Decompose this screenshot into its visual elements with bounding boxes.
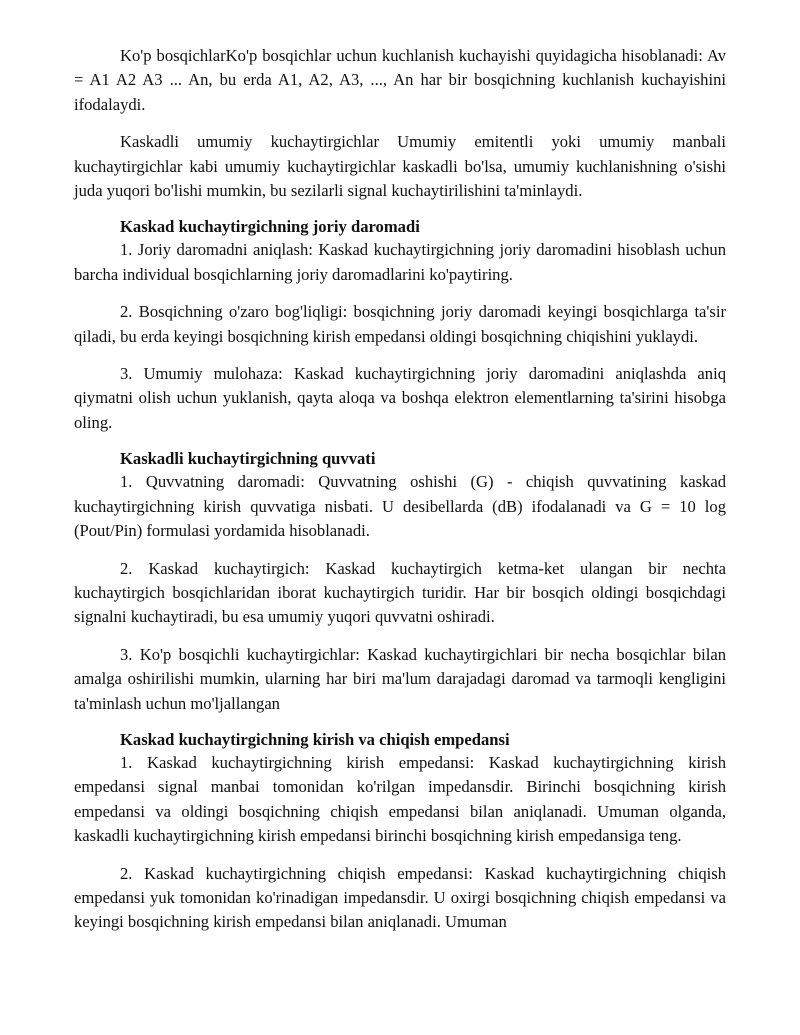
intro-paragraph-cascaded-amplifiers: Kaskadli umumiy kuchaytirgichlar Umumiy emitentli yoki umumiy manbali kuchaytirgichlar kabi umumiy kuchaytirgichlar kaskadli bo'lsa, umumiy kuchlanishning o'sishi juda yuqori bo'lishi mumkin, bu sezilarli signal kuchaytirilishini ta'minlaydi. <box>74 132 726 201</box>
document-page <box>74 44 726 948</box>
section-paragraph: 2. Kaskad kuchaytirgichning chiqish empedansi: Kaskad kuchaytirgichning chiqish empedansi yuk tomonidan ko'rinadigan impedansdir. U oxirgi bosqichning chiqish empedansi va keyingi bosqichning kirish empedansi bilan aniqlanadi. Umuman <box>74 863 726 932</box>
section-paragraph: 2. Bosqichning o'zaro bog'liqligi: bosqichning joriy daromadi keyingi bosqichlarga ta'sir qiladi, bu erda keyingi bosqichning kirish empedansi oldingi bosqichning chiqishini yuklaydi. <box>74 302 726 346</box>
section-heading: Kaskad kuchaytirgichning kirish va chiqish empedansi <box>120 729 510 749</box>
section-paragraph: 1. Kaskad kuchaytirgichning kirish empedansi: Kaskad kuchaytirgichning kirish empedansi signal manbai tomonidan ko'rilgan impedansdir. Birinchi bosqichning kirish empedansi va oldingi bosqichning chiqish empedansi bilan aniqlanadi. Umuman olganda, kaskadli kuchaytirgichning kirish empedansi birinchi bosqichning kirish empedansiga teng. <box>74 752 726 846</box>
section-impedance <box>74 729 726 935</box>
section-paragraph: 1. Quvvatning daromadi: Quvvatning oshishi (G) - chiqish quvvatining kaskad kuchaytirgichning kirish quvvatiga nisbati. U desibellarda (dB) ifodalanadi va G = 10 log (Pout/Pin) formulasi yordamida hisoblanadi. <box>74 472 726 541</box>
section-heading: Kaskadli kuchaytirgichning quvvati <box>120 449 376 469</box>
intro-paragraph-multistage-gain: Ko'p bosqichlarKo'p bosqichlar uchun kuchlanish kuchayishi quyidagicha hisoblanadi: Av = A1 A2 A3 ... An, bu erda A1, A2, A3, ..., An har bir bosqichning kuchlanish kuchayishini ifodalaydi. <box>74 46 726 114</box>
section-paragraph: 1. Joriy daromadni aniqlash: Kaskad kuchaytirgichning joriy daromadini hisoblash uchun barcha individual bosqichlarning joriy daromadlarini ko'paytiring. <box>74 240 726 284</box>
section-heading: Kaskad kuchaytirgichning joriy daromadi <box>120 217 420 237</box>
section-paragraph: 2. Kaskad kuchaytirgich: Kaskad kuchaytirgich ketma-ket ulangan bir nechta kuchaytirgich bosqichlaridan iborat kuchaytirgich turidir. Har bir bosqich oldingi bosqichdagi signalni kuchaytiradi, bu esa umumiy yuqori quvvatni oshiradi. <box>74 558 726 627</box>
section-power-gain <box>74 448 726 716</box>
section-current-gain <box>74 216 726 435</box>
section-paragraph: 3. Umumiy mulohaza: Kaskad kuchaytirgichning joriy daromadini aniqlashda aniq qiymatni olish uchun yuklanish, qayta aloqa va boshqa elektron elementlarning ta'sirini hisobga oling. <box>74 364 726 432</box>
section-paragraph: 3. Ko'p bosqichli kuchaytirgichlar: Kaskad kuchaytirgichlari bir necha bosqichlar bilan amalga oshirilishi mumkin, ularning har biri ma'lum darajadagi daromad va tarmoqli kengligini ta'minlash uchun mo'ljallangan <box>74 644 726 713</box>
